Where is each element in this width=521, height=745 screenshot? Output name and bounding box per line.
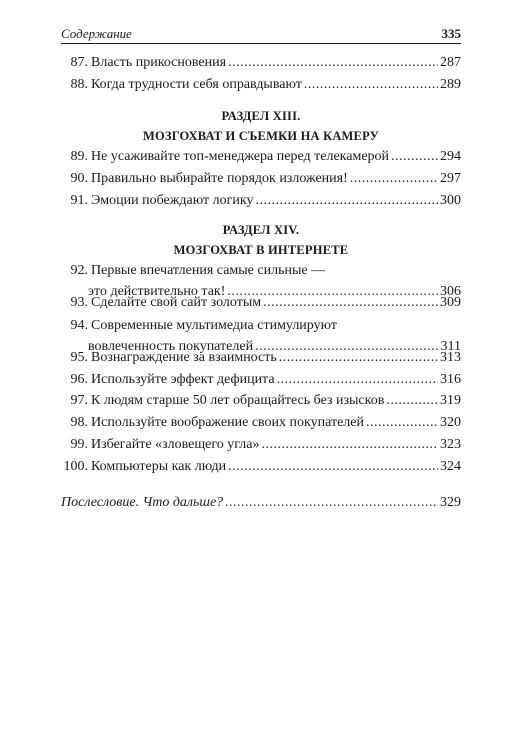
toc-entry-page: 309: [440, 295, 461, 310]
leader-dots: [304, 74, 438, 95]
header-rule: [61, 43, 461, 44]
toc-entry-title: К людям старше 50 лет обращайтесь без изысков: [91, 393, 385, 408]
toc-entry-number: 95.: [70, 350, 88, 365]
toc-entry-99[interactable]: [61, 434, 461, 455]
toc-entry-page: 313: [440, 350, 461, 365]
toc-entry-93[interactable]: [61, 292, 461, 313]
toc-entry-page: 297: [440, 171, 461, 186]
toc-entry-number: 100.: [63, 459, 88, 474]
toc-entry-number: 99.: [70, 437, 88, 452]
toc-entry-95[interactable]: [61, 347, 461, 368]
section-14-heading: [61, 220, 461, 260]
toc-entry-number: 88.: [70, 77, 88, 92]
toc-entry-title: Сделайте свой сайт золотым: [91, 295, 262, 310]
toc-entry-page: 294: [440, 149, 461, 164]
toc-entry-number: 94.: [70, 318, 88, 333]
toc-entry-title: Избегайте «зловещего угла»: [91, 437, 260, 452]
toc-entry-89[interactable]: [61, 146, 461, 167]
toc-entry-number: 87.: [70, 55, 88, 70]
toc-entry-100[interactable]: [61, 456, 461, 477]
toc-entry-title: Используйте эффект дефицита: [91, 372, 275, 387]
toc-entry-page: 311: [440, 339, 461, 354]
toc-entry-title: Эмоции побеждают логику: [91, 193, 254, 208]
toc-entry-title: Власть прикосновения: [91, 55, 227, 70]
toc-entry-91[interactable]: [61, 190, 461, 211]
toc-entry-number: 92.: [70, 263, 88, 278]
toc-entry-epilogue[interactable]: [61, 492, 461, 513]
leader-dots: [391, 146, 438, 167]
section-13-number: РАЗДЕЛ XIII.: [221, 109, 301, 123]
toc-entry-96[interactable]: [61, 369, 461, 390]
toc-entry-page: 306: [440, 284, 461, 299]
leader-dots: [255, 190, 438, 211]
leader-dots: [386, 390, 438, 411]
section-13-title: МОЗГОХВАТ И СЪЕМКИ НА КАМЕРУ: [143, 129, 379, 143]
toc-entry-87[interactable]: [61, 52, 461, 73]
toc-entry-page: 289: [440, 77, 461, 92]
toc-entry-page: 323: [440, 437, 461, 452]
leader-dots: [350, 168, 438, 189]
toc-entry-number: 93.: [70, 295, 88, 310]
toc-entry-page: 324: [440, 459, 461, 474]
leader-dots: [366, 412, 438, 433]
toc-entry-97[interactable]: [61, 390, 461, 411]
toc-entry-number: 91.: [70, 193, 88, 208]
toc-entry-98[interactable]: [61, 412, 461, 433]
leader-dots: [261, 434, 438, 455]
toc-entry-page: 287: [440, 55, 461, 70]
toc-entry-title: Послесловие. Что дальше?: [61, 495, 224, 510]
toc-entry-number: 97.: [70, 393, 88, 408]
toc-entry-title-line1: Современные мультимедиа стимулируют: [91, 318, 338, 333]
toc-entry-number: 90.: [70, 171, 88, 186]
leader-dots: [263, 292, 438, 313]
toc-entry-page: 319: [440, 393, 461, 408]
toc-entry-number: 96.: [70, 372, 88, 387]
toc-entry-page: 329: [440, 495, 461, 510]
toc-entry-page: 300: [440, 193, 461, 208]
leader-dots: [225, 492, 438, 513]
toc-entry-90[interactable]: [61, 168, 461, 189]
section-14-title: МОЗГОХВАТ В ИНТЕРНЕТЕ: [173, 243, 349, 257]
toc-entry-88[interactable]: [61, 74, 461, 95]
leader-dots: [279, 347, 438, 368]
toc-entry-title: Компьютеры как люди: [91, 459, 227, 474]
toc-entry-page: 320: [440, 415, 461, 430]
toc-entry-title: Вознаграждение за взаимность: [91, 350, 277, 365]
leader-dots: [228, 52, 438, 73]
toc-entry-title-line2: вовлеченность покупателей: [88, 339, 254, 354]
toc-entry-title: Правильно выбирайте порядок изложения!: [91, 171, 348, 186]
toc-entry-title: Не усаживайте топ-менеджера перед телекамерой: [91, 149, 390, 164]
toc-entry-title: Когда трудности себя оправдывают: [91, 77, 302, 92]
page-number: 335: [441, 26, 461, 41]
section-13-heading: [61, 106, 461, 146]
leader-dots: [228, 456, 438, 477]
toc-entry-number: 89.: [70, 149, 88, 164]
running-header-title: Содержание: [61, 26, 132, 41]
toc-entry-title-line2: это действительно так!: [88, 284, 226, 299]
toc-entry-title: Используйте воображение своих покупателей: [91, 415, 364, 430]
section-14-number: РАЗДЕЛ XIV.: [222, 223, 300, 237]
toc-entry-page: 316: [440, 372, 461, 387]
leader-dots: [277, 369, 438, 390]
toc-entry-number: 98.: [70, 415, 88, 430]
toc-entry-title-line1: Первые впечатления самые сильные —: [91, 263, 326, 278]
running-header: [61, 26, 461, 42]
